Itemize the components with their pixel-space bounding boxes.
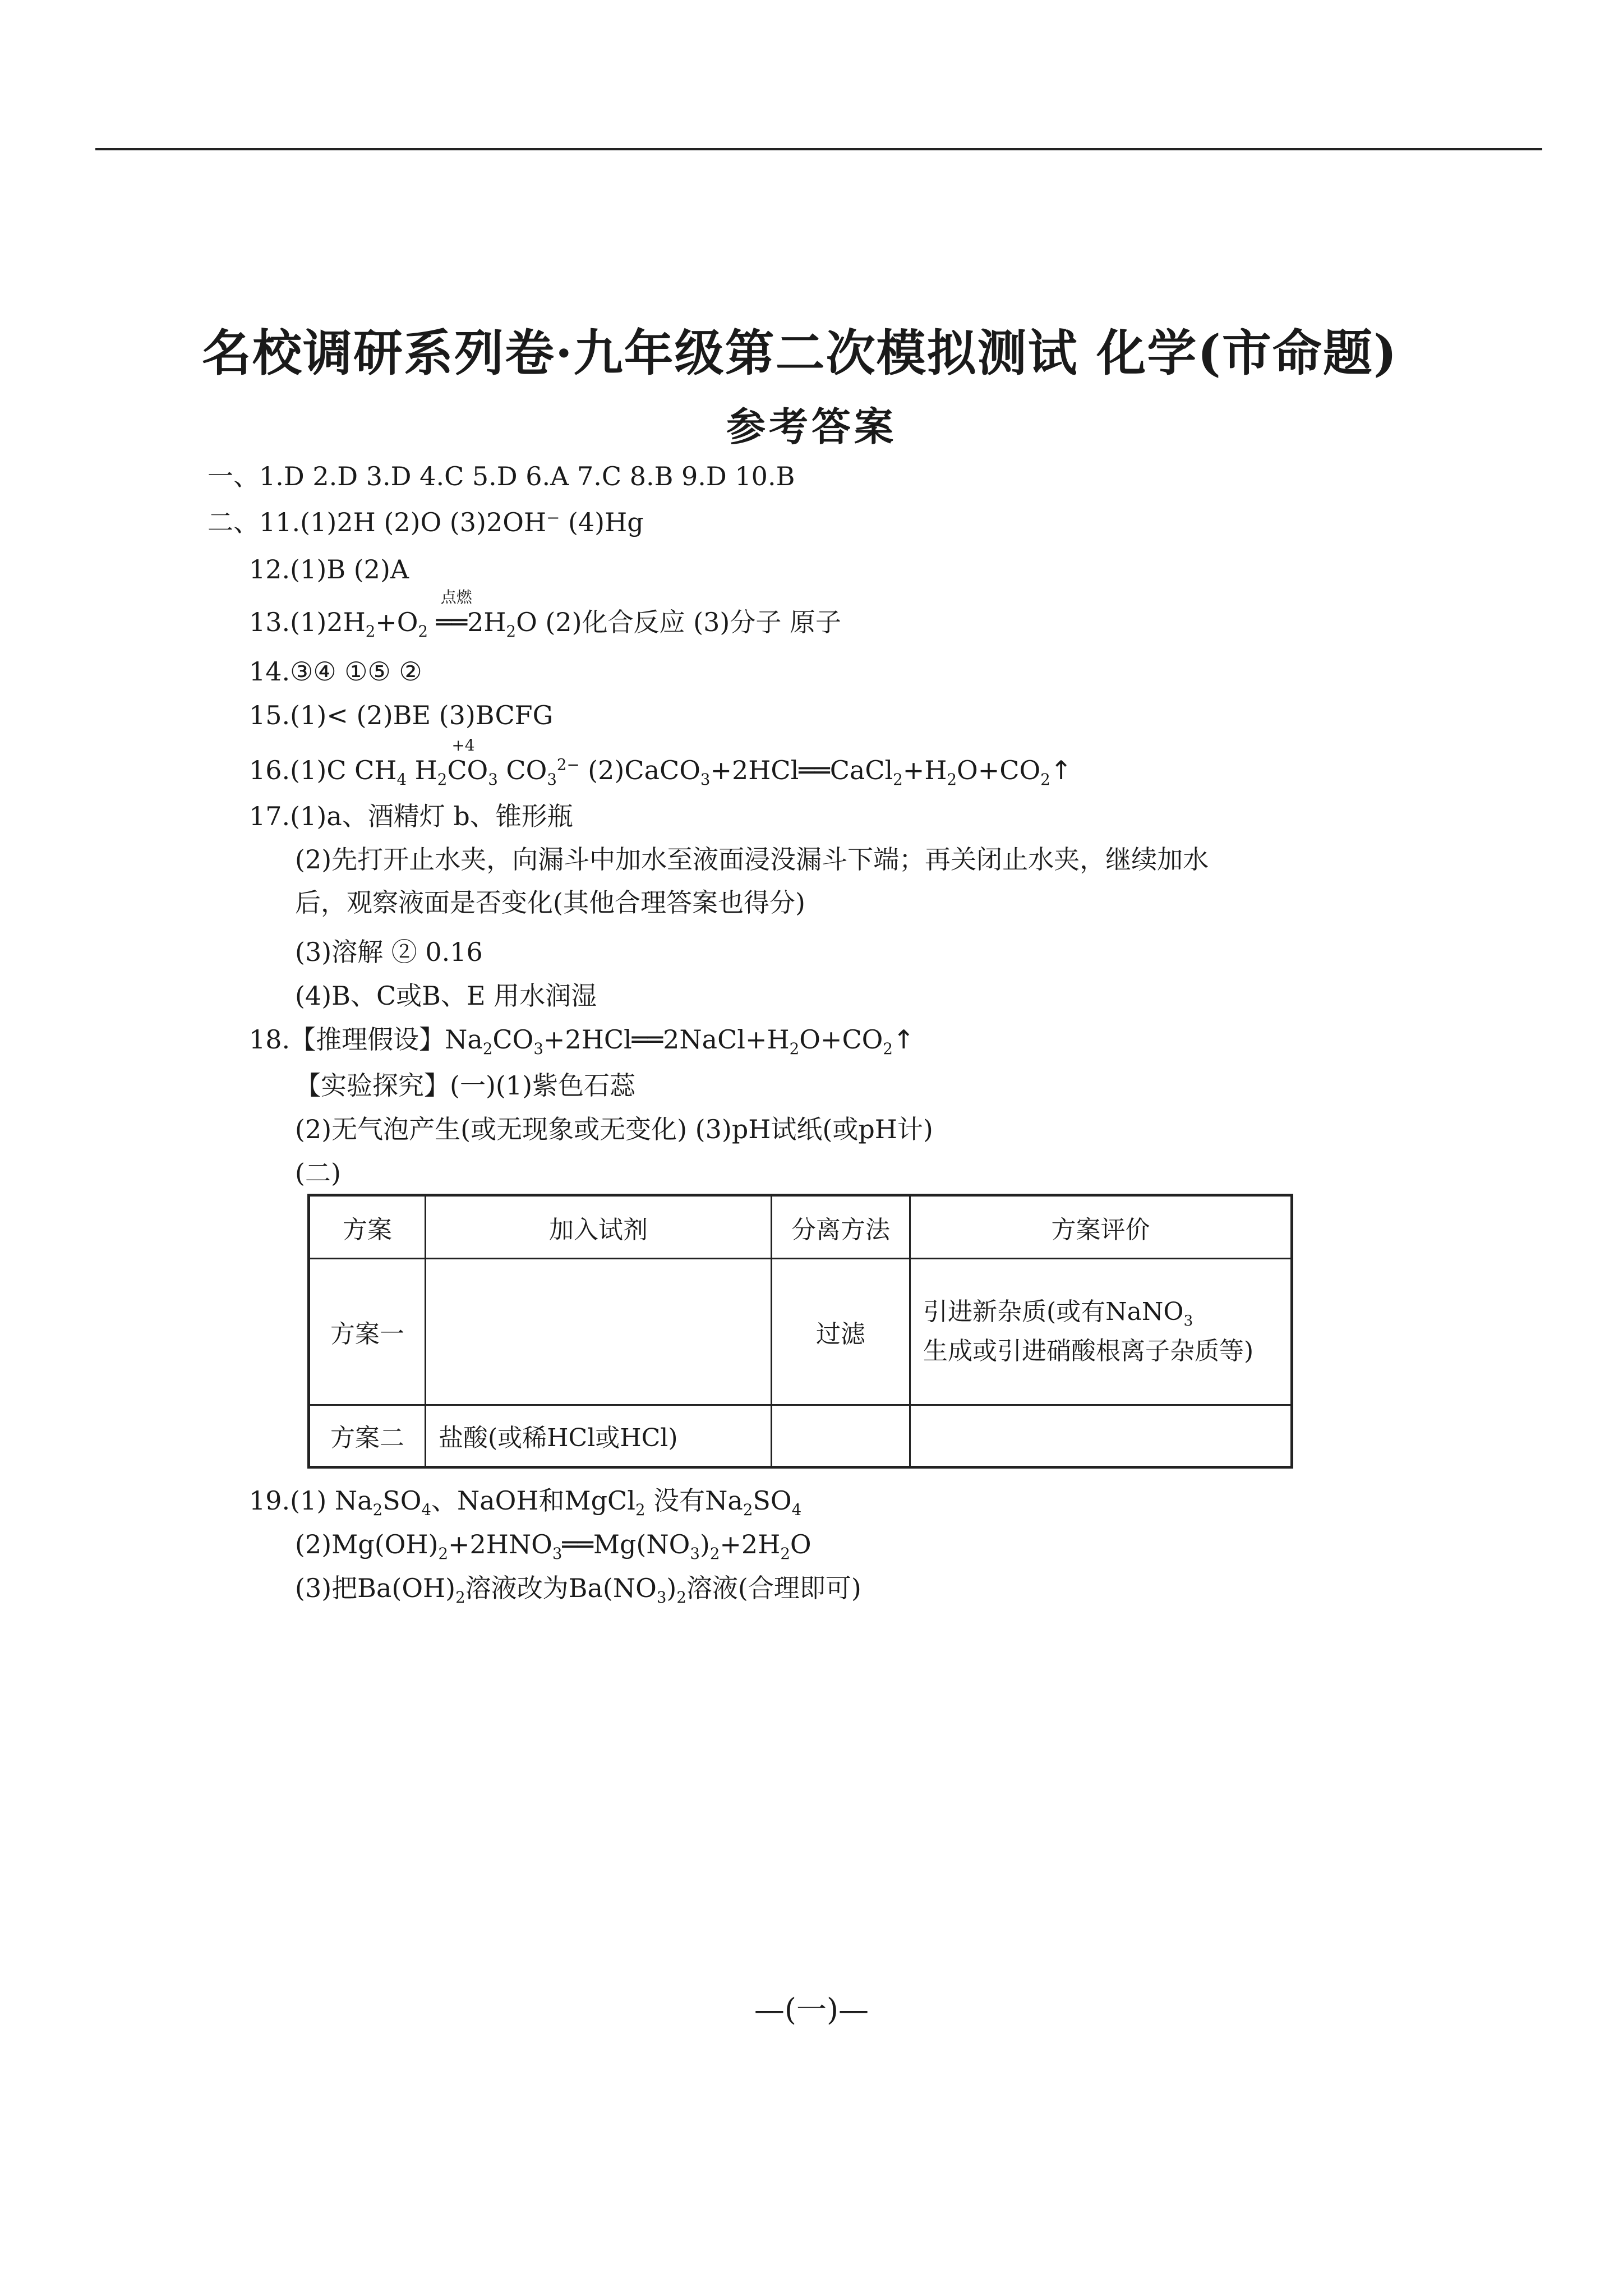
table-header-cell: 加入试剂 <box>426 1195 772 1259</box>
q13-answer: $13.(1)2H_2+O_2$ 点燃 $══2H_2O$ (2)化合反应 (3)分子 原子 <box>249 588 841 641</box>
table-cell: 方案二 <box>309 1405 426 1467</box>
table-cell: 引进新杂质(或有NaNO$_3$ 生成或引进硝酸根离子杂质等) <box>910 1259 1292 1405</box>
q19-line3: (3)把$Ba(OH)_2$溶液改为$Ba(NO_3)_2$溶液(合理即可) <box>295 1573 861 1607</box>
q17-line2: (2)先打开止水夹，向漏斗中加水至液面浸没漏斗下端；再关闭止水夹，继续加水 <box>295 844 1209 875</box>
reaction-condition: 点燃 ══ <box>436 588 472 637</box>
table-cell <box>772 1405 910 1467</box>
q17-line4: (3)溶解 ② 0.16 <box>295 937 483 967</box>
q12-answer: 12.(1)B (2)A <box>249 554 409 585</box>
page-subtitle: 参考答案 <box>726 403 897 450</box>
q17-line3: 后，观察液面是否变化(其他合理答案也得分) <box>295 887 805 918</box>
answer-table <box>307 1194 1293 1469</box>
q19-line2: $(2)Mg(OH)_2+2HNO_3══Mg(NO_3)_2+2H_2O$ <box>295 1529 811 1563</box>
table-header-cell: 方案 <box>309 1195 426 1259</box>
q18-line3: (2)无气泡产生(或无现象或无变化) (3)pH试纸(或pH计) <box>295 1114 933 1144</box>
section1-answers <box>208 461 795 492</box>
q19-line1: 19.(1) $Na_2SO_4$、NaOH和MgCl$_2$ 没有$Na_2SO_4$ <box>249 1485 802 1520</box>
section1-list: 1.D 2.D 3.D 4.C 5.D 6.A 7.C 8.B 9.D 10.B <box>259 461 795 491</box>
table-header-cell: 方案评价 <box>910 1195 1292 1259</box>
page-number: —(一)— <box>754 1992 869 2027</box>
table-cell: 方案一 <box>309 1259 426 1405</box>
top-rule <box>95 148 1542 150</box>
q18-line2: 【实验探究】(一)(1)紫色石蕊 <box>295 1070 636 1101</box>
q16-answer: 16.(1)C $CH_4$ $H_2$ +4 $CO_3$ $CO_3^{2-}$ $(2)CaCO_3+2HCl══CaCl_2+H_2O+CO_2↑$ <box>249 736 1072 789</box>
table-header-cell: 分离方法 <box>772 1195 910 1259</box>
table-cell <box>910 1405 1292 1467</box>
table-cell <box>426 1259 772 1405</box>
q18-line1: 18.【推理假设】$Na_2CO_3+2HCl══2NaCl+H_2O+CO_2↑$ <box>249 1024 915 1059</box>
q18-line4: (二) <box>295 1158 341 1188</box>
section2-label: 二、 <box>208 507 259 537</box>
q11-answer: 11.(1)2H (2)O (3)2OH⁻ (4)Hg <box>259 507 644 537</box>
table-cell: 盐酸(或稀HCl或HCl) <box>426 1405 772 1467</box>
valence-mark: +4 C <box>447 736 475 785</box>
table-cell: 过滤 <box>772 1259 910 1405</box>
page-title: 名校调研系列卷·九年级第二次模拟测试 化学(市命题) <box>202 324 1398 382</box>
table-header-row <box>309 1195 1292 1259</box>
q17-line1: 17.(1)a、酒精灯 b、锥形瓶 <box>249 801 573 831</box>
q17-line5: (4)B、C或B、E 用水润湿 <box>295 981 597 1011</box>
q15-answer: 15.(1)< (2)BE (3)BCFG <box>249 700 554 730</box>
q11-line <box>208 507 644 538</box>
section1-label: 一、 <box>208 461 259 491</box>
q14-answer: 14.③④ ①⑤ ② <box>249 656 422 687</box>
table-row <box>309 1259 1292 1405</box>
table-row <box>309 1405 1292 1467</box>
